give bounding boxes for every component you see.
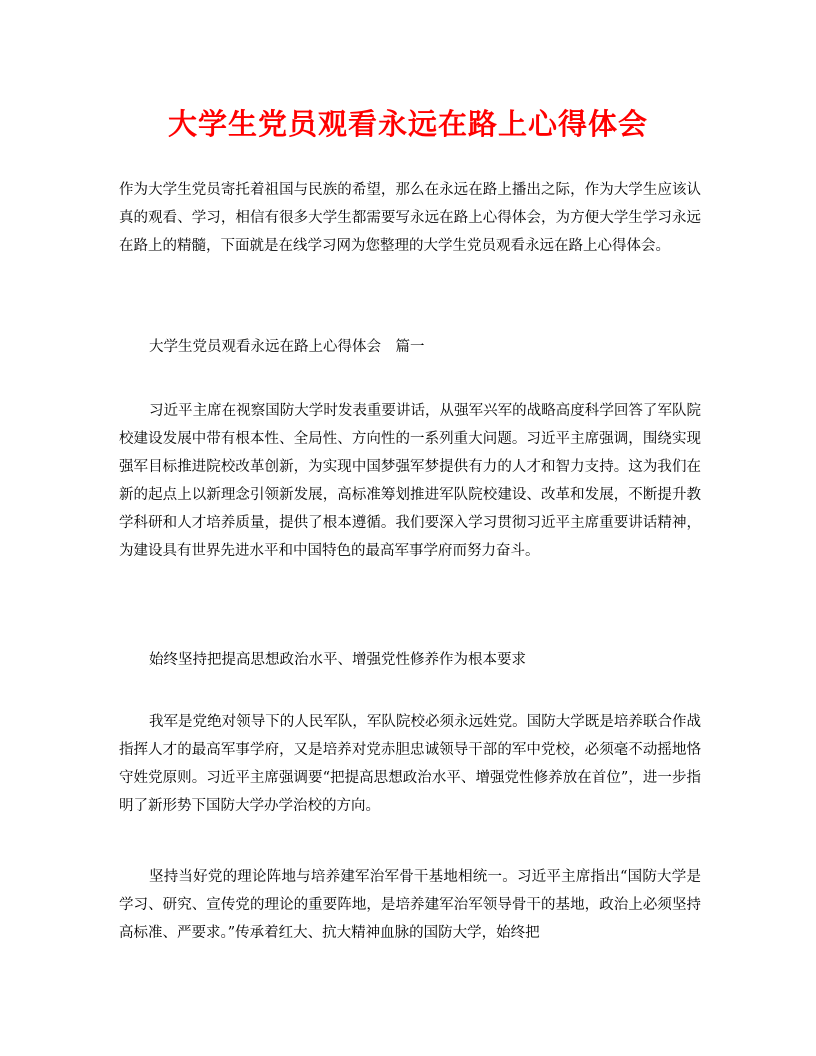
- section-heading-1: 大学生党员观看永远在路上心得体会 篇一: [149, 339, 425, 355]
- body-paragraph-2: 我军是党绝对领导下的人民军队，军队院校必须永远姓党。国防大学既是培养联合作战指挥人才的最高军事学府，又是培养对党赤胆忠诚领导干部的军中党校，必须毫不动摇地恪守姓党原则。习近平主席强调要“把提高思想政治水平、增强党性修养放在首位”，进一步指明了新形势下国防大学办学治校的方向。: [119, 714, 701, 814]
- body-paragraph-1: 习近平主席在视察国防大学时发表重要讲话，从强军兴军的战略高度科学回答了军队院校建设发展中带有根本性、全局性、方向性的一系列重大问题。习近平主席强调，围绕实现强军目标推进院校改革创新，为实现中国梦强军梦提供有力的人才和智力支持。这为我们在新的起点上以新理念引领新发展，高标准筹划推进军队院校建设、改革和发展，不断提升教学科研和人才培养质量，提供了根本遵循。我们要深入学习贯彻习近平主席重要讲话精神，为建设具有世界先进水平和中国特色的最高军事学府而努力奋斗。: [119, 403, 701, 559]
- document-title: 大学生党员观看永远在路上心得体会: [167, 107, 648, 141]
- section-heading-2: 始终坚持把提高思想政治水平、增强党性修养作为根本要求: [149, 652, 526, 668]
- intro-paragraph: 作为大学生党员寄托着祖国与民族的希望，那么在永远在路上播出之际，作为大学生应该认真的观看、学习，相信有很多大学生都需要写永远在路上心得体会，为方便大学生学习永远在路上的精髓，下面就是在线学习网为您整理的大学生党员观看永远在路上心得体会。: [119, 182, 701, 254]
- body-paragraph-3: 坚持当好党的理论阵地与培养建军治军骨干基地相统一。习近平主席指出“国防大学是学习、研究、宣传党的理论的重要阵地，是培养建军治军领导骨干的基地，政治上必须坚持高标准、严要求。”传承着红大、抗大精神血脉的国防大学，始终把: [119, 869, 701, 941]
